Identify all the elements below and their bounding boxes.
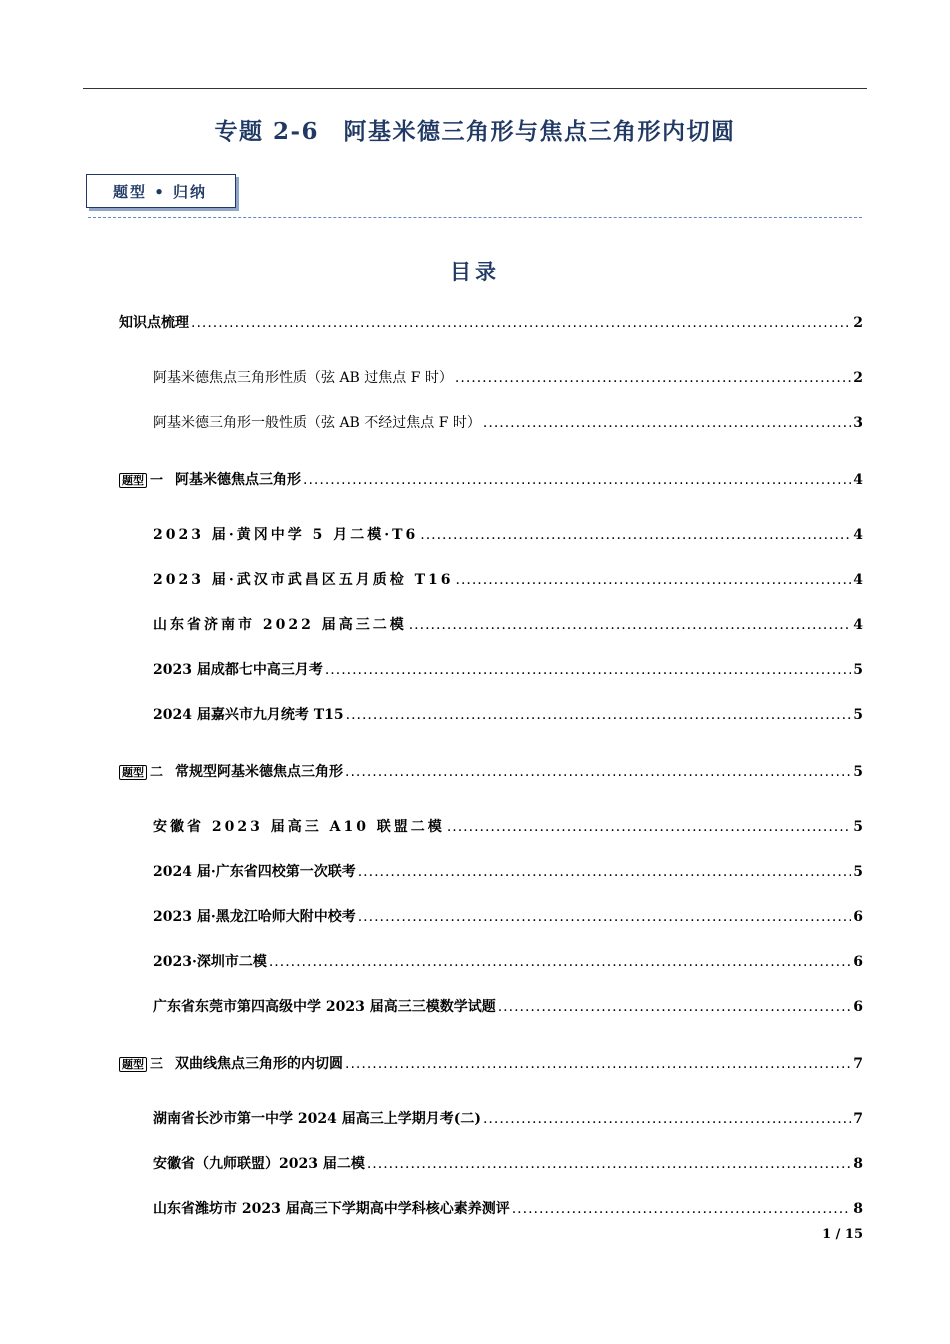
section-tag xyxy=(86,174,236,208)
toc-entry[interactable]: 2023 届·黑龙江哈师大附中校考 ..... 6 xyxy=(153,907,863,927)
toc-entry[interactable]: 湖南省长沙市第一中学 2024 届高三上学期月考(二) ..... 7 xyxy=(153,1109,863,1129)
type-badge: 题型 三 xyxy=(119,1055,163,1075)
toc-entry[interactable]: 山东省济南市 2022 届高三二模 ..... 4 xyxy=(153,615,863,635)
toc-title: 目录 xyxy=(450,259,500,284)
section-tag-label: 题型 • 归纳 xyxy=(113,182,208,201)
toc-entry[interactable]: 2023·深圳市二模 ..... 6 xyxy=(153,952,863,972)
toc-entry[interactable]: 广东省东莞市第四高级中学 2023 届高三三模数学试题 ..... 6 xyxy=(153,997,863,1017)
toc-entry[interactable]: 2023 届成都七中高三月考 ..... 5 xyxy=(153,660,863,680)
page-title: 专题 2-6 阿基米德三角形与焦点三角形内切圆 xyxy=(214,118,736,145)
toc-entry-type-2[interactable]: 题型 二 常规型阿基米德焦点三角形 ..... 5 xyxy=(119,762,863,783)
toc-entry-type-3[interactable]: 题型 三 双曲线焦点三角形的内切圆 ..... 7 xyxy=(119,1054,863,1075)
toc-entry-type-1[interactable]: 题型 一 阿基米德焦点三角形 ..... 4 xyxy=(119,470,863,491)
type-badge: 题型 一 xyxy=(119,471,163,491)
toc-entry[interactable]: 2024 届·广东省四校第一次联考 ..... 5 xyxy=(153,862,863,882)
toc-entry[interactable]: 山东省潍坊市 2023 届高三下学期高中学科核心素养测评 ..... 8 xyxy=(153,1199,863,1219)
header-rule xyxy=(83,88,867,89)
toc-entry[interactable]: 阿基米德三角形一般性质（弦 AB 不经过焦点 F 时） ..... 3 xyxy=(153,413,863,433)
page-indicator: 1 / 15 xyxy=(822,1227,863,1242)
dashed-divider xyxy=(88,217,862,218)
toc-entry[interactable]: 2023 届·武汉市武昌区五月质检 T16 ..... 4 xyxy=(153,570,863,590)
toc-entry[interactable]: 安徽省 2023 届高三 A10 联盟二模 ..... 5 xyxy=(153,817,863,837)
toc-entry[interactable]: 2023 届·黄冈中学 5 月二模·T6 ..... 4 xyxy=(153,525,863,545)
toc-entry[interactable]: 2024 届嘉兴市九月统考 T15 ..... 5 xyxy=(153,705,863,725)
toc-entry[interactable]: 安徽省（九师联盟）2023 届二模 ..... 8 xyxy=(153,1154,863,1174)
type-badge: 题型 二 xyxy=(119,763,163,783)
toc-entry[interactable]: 阿基米德焦点三角形性质（弦 AB 过焦点 F 时） ..... 2 xyxy=(153,368,863,388)
toc-entry-knowledge[interactable]: 知识点梳理 ..... 2 xyxy=(119,313,863,333)
